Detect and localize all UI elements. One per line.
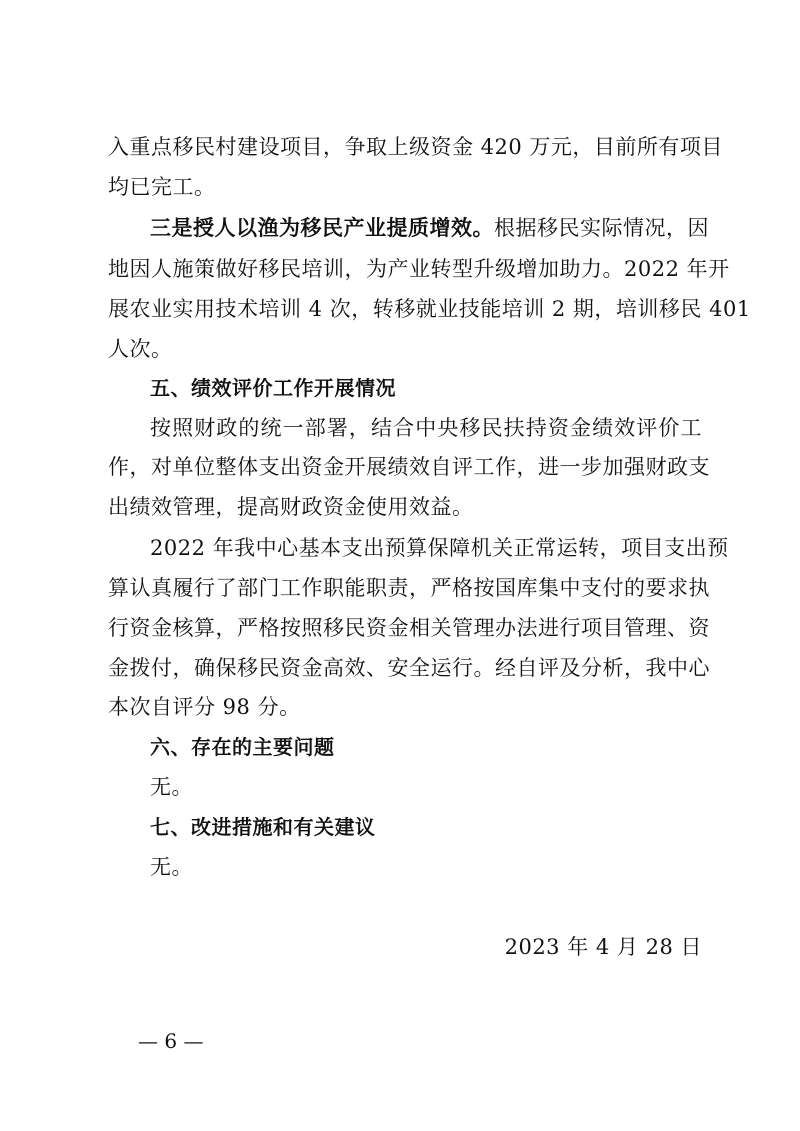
section-heading: 七、改进措施和有关建议 [150, 815, 376, 839]
paragraph-line: 2022 年我中心基本支出预算保障机关正常运转，项目支出预 [150, 536, 729, 560]
document-date: 2023 年 4 月 28 日 [504, 935, 702, 959]
page-number: — 6 — [138, 1029, 204, 1053]
paragraph-line: 展农业实用技术培训 4 次，转移就业技能培训 2 期，培训移民 401 [108, 297, 751, 321]
paragraph-line: 无。 [150, 775, 193, 799]
paragraph-line: 地因人施策做好移民培训，为产业转型升级增加助力。2022 年开 [108, 257, 730, 281]
section-heading: 六、存在的主要问题 [150, 735, 335, 759]
paragraph-line: 按照财政的统一部署，结合中央移民扶持资金绩效评价工 [150, 416, 702, 440]
paragraph-line: 作，对单位整体支出资金开展绩效自评工作，进一步加强财政支 [108, 455, 710, 479]
paragraph-line: 算认真履行了部门工作职能职责，严格按国库集中支付的要求执 [108, 576, 710, 600]
paragraph-line: 本次自评分 98 分。 [108, 695, 301, 719]
paragraph-lead: 三是授人以渔为移民产业提质增效。 [150, 215, 494, 240]
paragraph-line: 人次。 [108, 337, 173, 361]
paragraph-line: 无。 [150, 855, 193, 879]
paragraph-line: 行资金核算，严格按照移民资金相关管理办法进行项目管理、资 [108, 616, 710, 640]
paragraph-line: 金拨付，确保移民资金高效、安全运行。经自评及分析，我中心 [108, 656, 710, 680]
paragraph-line: 入重点移民村建设项目，争取上级资金 420 万元，目前所有项目 [108, 135, 723, 159]
paragraph-line [150, 213, 709, 243]
section-heading: 五、绩效评价工作开展情况 [150, 376, 396, 400]
paragraph-line: 均已完工。 [108, 175, 216, 199]
paragraph-text: 根据移民实际情况，因 [494, 216, 709, 240]
paragraph-line: 出绩效管理，提高财政资金使用效益。 [108, 495, 474, 519]
